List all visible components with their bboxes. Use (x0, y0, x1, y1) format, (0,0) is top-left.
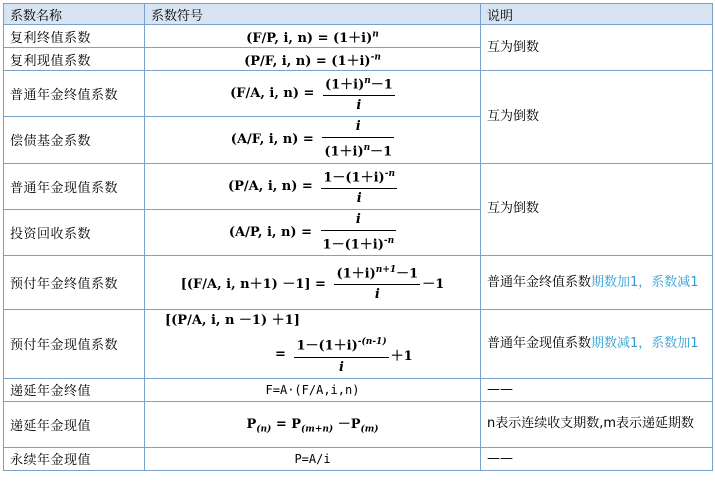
row-name: 复利现值系数 (4, 48, 145, 71)
formula-lhs: [(F/A, i, n＋1) －1] = (180, 277, 326, 293)
formula-fraction (334, 260, 420, 305)
row-note (481, 310, 713, 378)
row-name: 普通年金终值系数 (4, 71, 145, 117)
fraction-denominator: i (356, 190, 362, 206)
fraction-denominator: i (339, 359, 344, 375)
fraction-numerator: $1-(1+i)^{-(n-1)}$ (294, 332, 388, 357)
table-row (4, 447, 713, 470)
row-formula: P=A/i (145, 447, 481, 470)
formula-line2: = $\frac{1-(1+i)^{-(n-1)}}{i}$ ＋1 (275, 332, 413, 377)
formula-fraction (321, 164, 397, 209)
table-row (4, 378, 713, 401)
row-formula (145, 256, 481, 310)
table-row (4, 25, 713, 48)
row-note: n表示连续收支期数,m表示递延期数 (481, 401, 713, 447)
formula-fraction (322, 117, 394, 162)
row-note: 互为倒数 (481, 71, 713, 164)
row-formula (145, 117, 481, 163)
fraction-numerator: i (321, 210, 397, 231)
formula-lhs: (A/F, i, n) = (230, 132, 314, 148)
formula-sup: n (372, 29, 379, 40)
row-name: 预付年金现值系数 (4, 310, 145, 378)
row-formula (145, 48, 481, 71)
row-name: 复利终值系数 (4, 25, 145, 48)
fraction-denominator: $1-(1+i)^{-n}$ (322, 235, 395, 253)
row-formula (145, 310, 481, 378)
formula-tail: －1 (422, 277, 445, 293)
row-note: —— (481, 447, 713, 470)
row-formula: $P_{(n)} = P_{(m+n)} -P_{(m)}$ (145, 401, 481, 447)
row-note: 互为倒数 (481, 163, 713, 256)
note-highlight: 期数加1，系数减1 (591, 274, 699, 290)
row-name: 永续年金现值 (4, 447, 145, 470)
header-symbol: 系数符号 (145, 4, 481, 25)
table-row (4, 310, 713, 378)
row-name: 递延年金现值 (4, 401, 145, 447)
formula-stack (165, 310, 413, 377)
row-formula (145, 71, 481, 117)
fraction-denominator: $(1+i)^n-1$ (324, 143, 393, 160)
formula-line1: [(P/A, i, n －1) ＋1] (165, 313, 300, 329)
header-row (4, 4, 713, 25)
formula-text: (P/F, i, n) = (1＋i) (244, 53, 371, 69)
formula-fraction (323, 71, 395, 116)
row-name: 递延年金终值 (4, 378, 145, 401)
row-formula: F=A·(F/A,i,n) (145, 378, 481, 401)
fraction-numerator: i (322, 117, 394, 138)
coefficient-table (3, 3, 713, 471)
formula-fraction (294, 332, 388, 377)
table-row (4, 401, 713, 447)
fraction-numerator: $(1+i)^n-1$ (323, 71, 395, 96)
row-note: —— (481, 378, 713, 401)
fraction-numerator: $(1+i)^{n+1}-1$ (334, 260, 420, 285)
row-note: 互为倒数 (481, 25, 713, 71)
formula-tail: ＋1 (390, 349, 413, 365)
row-formula (145, 209, 481, 255)
fraction-denominator: i (356, 98, 362, 114)
header-note: 说明 (481, 4, 713, 25)
row-name: 预付年金终值系数 (4, 256, 145, 310)
note-text: 普通年金现值系数 (487, 335, 592, 351)
formula-fraction (321, 210, 397, 255)
formula-lhs: (A/P, i, n) = (228, 225, 312, 241)
row-formula (145, 25, 481, 48)
formula-text: (F/P, i, n) = (1＋i) (246, 30, 373, 46)
formula-lhs: (F/A, i, n) = (230, 86, 315, 102)
table-row (4, 256, 713, 310)
fraction-numerator: $1-(1+i)^{-n}$ (321, 164, 397, 189)
row-name: 投资回收系数 (4, 209, 145, 255)
header-name: 系数名称 (4, 4, 145, 25)
row-formula (145, 163, 481, 209)
formula-lhs: (P/A, i, n) = (228, 178, 313, 194)
row-name: 偿债基金系数 (4, 117, 145, 163)
formula-sup: -n (370, 52, 381, 63)
table-row (4, 163, 713, 209)
note-text: 普通年金终值系数 (487, 274, 592, 290)
table-row (4, 71, 713, 117)
row-note (481, 256, 713, 310)
note-highlight: 期数减1，系数加1 (591, 335, 699, 351)
row-name: 普通年金现值系数 (4, 163, 145, 209)
fraction-denominator: i (374, 287, 380, 303)
